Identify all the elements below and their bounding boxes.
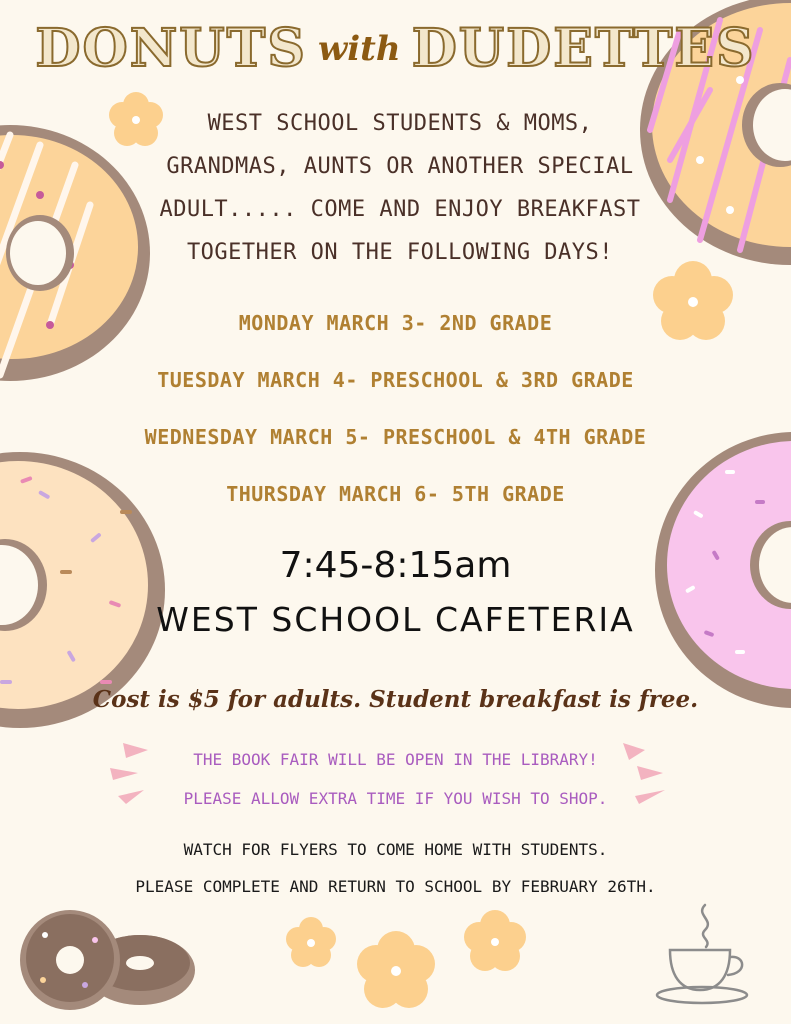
book-fair-line: PLEASE ALLOW EXTRA TIME IF YOU WISH TO SHOP. — [183, 789, 608, 808]
footer-line: WATCH FOR FLYERS TO COME HOME WITH STUDENTS. — [183, 840, 608, 859]
intro-line: TOGETHER ON THE FOLLOWING DAYS! — [186, 240, 614, 265]
event-time: 7:45-8:15am — [279, 545, 512, 586]
flower-icon — [282, 915, 340, 971]
flyer-title — [0, 18, 791, 98]
event-location: WEST SCHOOL CAFETERIA — [156, 600, 635, 639]
schedule-monday: MONDAY MARCH 3- 2ND GRADE — [238, 311, 553, 335]
donut-bottom-left-icon — [15, 905, 195, 1015]
flower-icon — [352, 928, 440, 1014]
flower-icon — [460, 908, 530, 976]
title-dudettes: DUDETTES — [411, 18, 756, 79]
book-fair-line: THE BOOK FAIR WILL BE OPEN IN THE LIBRARY! — [193, 750, 598, 769]
coffee-cup-icon — [650, 895, 765, 1010]
cost-note: Cost is $5 for adults. Student breakfast is free. — [92, 686, 699, 713]
title-donuts: DONUTS — [35, 18, 307, 79]
schedule-thursday: THURSDAY MARCH 6- 5TH GRADE — [226, 482, 565, 506]
intro-line: ADULT..... COME AND ENJOY BREAKFAST — [159, 197, 641, 222]
title-with: with — [318, 28, 401, 69]
intro-text — [130, 102, 670, 274]
schedule-wednesday: WEDNESDAY MARCH 5- PRESCHOOL & 4TH GRADE — [144, 425, 647, 449]
intro-line: WEST SCHOOL STUDENTS & MOMS, — [207, 111, 593, 136]
schedule-tuesday: TUESDAY MARCH 4- PRESCHOOL & 3RD GRADE — [157, 368, 634, 392]
intro-line: GRANDMAS, AUNTS OR ANOTHER SPECIAL — [166, 154, 634, 179]
footer-line: PLEASE COMPLETE AND RETURN TO SCHOOL BY FEBRUARY 26TH. — [135, 877, 656, 896]
